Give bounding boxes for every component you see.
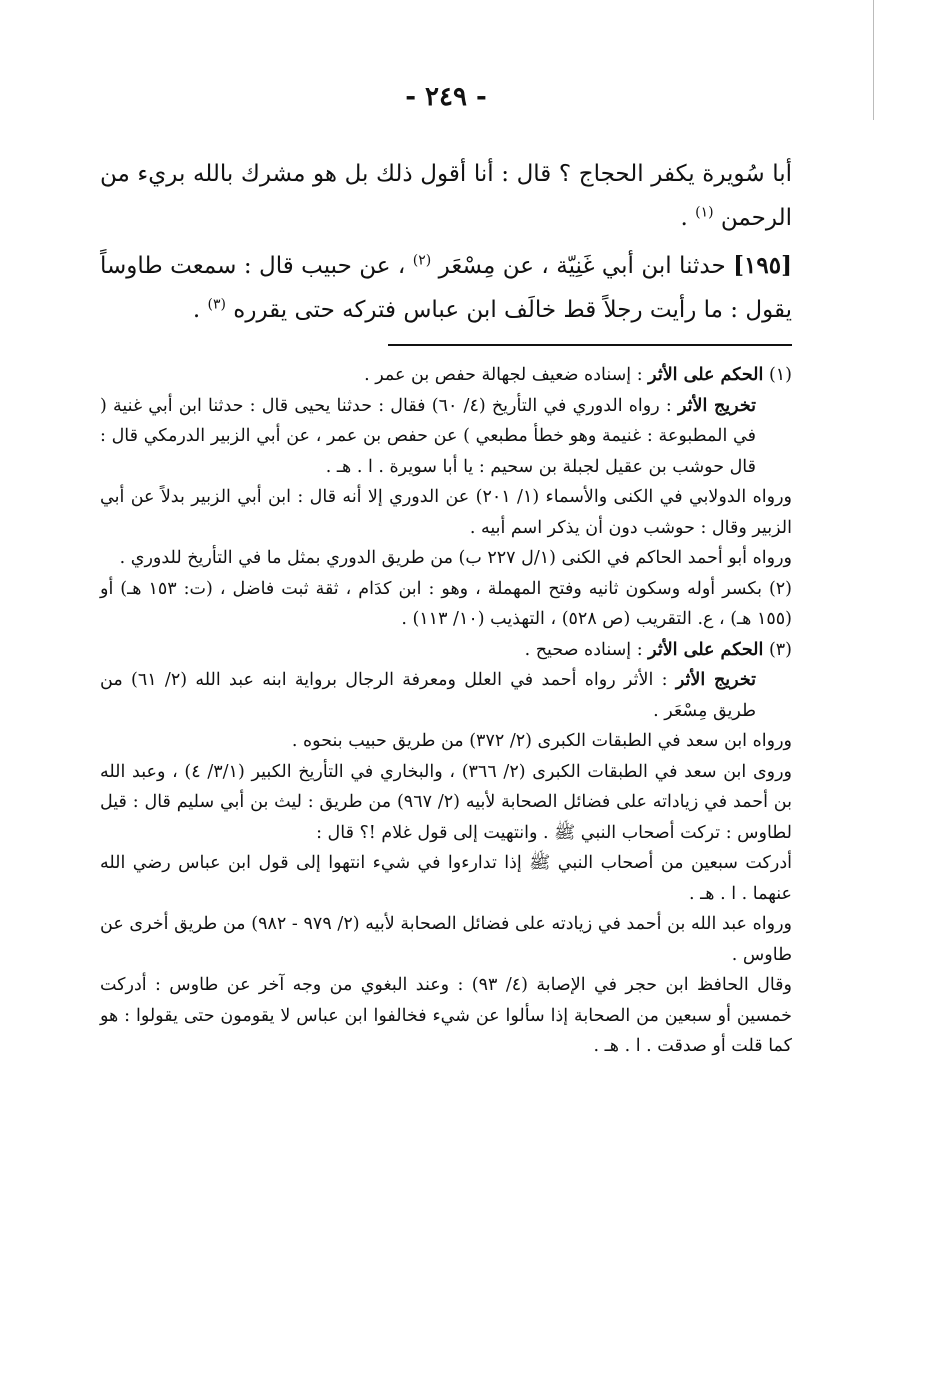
footnote-1-paragraph-2: ورواه الدولابي في الكنى والأسماء (١/ ٢٠١) عن الدوري إلا أنه قال : ابن أبي الزبير بدلاً عن أبي الزبير وقال : حوشب دون أن يذكر اسم أبيه .	[100, 487, 792, 538]
para1-end: .	[680, 205, 696, 231]
footnote-3-paragraph-2: ورواه ابن سعد في الطبقات الكبرى (٢/ ٣٧٢) من طريق حبيب بنحوه .	[291, 731, 792, 751]
footnote-3-takhrij	[100, 665, 792, 726]
footnote-3-paragraph-4: أدركت سبعين من أصحاب النبي ﷺ إذا تدارءوا في شيء انتهوا إلى قول ابن عباس رضي الله عنهما . ا . هـ .	[100, 853, 792, 904]
main-paragraph-2	[100, 244, 792, 332]
para1-text: أبا سُويرة يكفر الحجاج ؟ قال : أنا أقول ذلك بل هو مشرك بالله بريء من الرحمن	[100, 161, 792, 231]
footnote-ref-3: (٣)	[207, 296, 226, 313]
footnote-1-hukm-label: الحكم على الأثر	[648, 365, 764, 385]
footnote-1-number: (١)	[768, 365, 792, 385]
footnote-1-hukm	[100, 360, 792, 391]
footnotes	[100, 360, 792, 1062]
footnote-3-takhrij-text: : الأثر رواه أحمد في العلل ومعرفة الرجال برواية ابنه عبد الله (٢/ ٦١) من طريق مِسْعَر .	[100, 670, 756, 721]
footnote-1-hukm-text: : إسناده ضعيف لجهالة حفص بن عمر .	[364, 365, 649, 385]
footnote-2-text: بكسر أوله وسكون ثانيه وفتح المهملة ، وهو : ابن كدَام ، ثقة ثبت فاضل ، (ت: ١٥٣ هـ) أو (١٥٥ هـ) ، ع. التقريب (ص ٥٢٨) ، التهذيب (١٠/ ١١٣) .	[100, 578, 792, 629]
footnote-ref-2: (٢)	[412, 252, 432, 269]
footnote-3-hukm-text: : إسناده صحيح .	[524, 639, 649, 660]
footnote-2	[100, 574, 792, 635]
footnote-3-paragraph-6: وقال الحافظ ابن حجر في الإصابة (٤/ ٩٣) : وعند البغوي من وجه آخر عن طاوس : أدركت خمسين أو سبعين من الصحابة إذا سألوا عن شيء فخالفوا ابن عباس لا يقومون حتى يقولوا : هو كما قلت أو صدقت . ا . هـ .	[100, 975, 792, 1056]
entry-number: [١٩٥]	[733, 252, 792, 279]
footnote-2-number: (٢)	[768, 578, 792, 599]
page-number: - ٢٤٩ -	[405, 82, 487, 112]
main-paragraph-1	[100, 152, 792, 240]
page-edge-line	[873, 0, 874, 120]
footnote-3-takhrij-label: تخريج الأثر	[675, 670, 756, 690]
footnote-ref-1: (١)	[695, 204, 714, 221]
footnote-3-hukm-label: الحكم على الأثر	[648, 639, 764, 660]
para2-end: .	[192, 297, 208, 323]
main-text	[100, 152, 792, 332]
footnote-1-takhrij	[100, 391, 792, 483]
footnote-3-paragraph-5: ورواه عبد الله بن أحمد في زيادته على فضائل الصحابة لأبيه (٢/ ٩٧٩ - ٩٨٢) من طريق أخرى عن طاوس .	[100, 914, 793, 965]
footnote-3-number: (٣)	[768, 639, 792, 660]
footnote-3-hukm	[100, 635, 792, 666]
para2-text-a: حدثنا ابن أبي غَنِيّة ، عن مِسْعَر	[431, 253, 734, 279]
footnote-separator	[388, 344, 792, 346]
para2-text-b: ، عن حبيب قال : سمعت طاوساً يقول : ما رأيت رجلاً قط خالَف ابن عباس فتركه حتى يقرره	[100, 253, 792, 323]
footnote-1-paragraph-3: ورواه أبو أحمد الحاكم في الكنى (١/ل ٢٢٧ ب) من طريق الدوري بمثل ما في التأريخ للدوري .	[119, 548, 792, 568]
footnote-1-takhrij-label: تخريج الأثر	[677, 395, 757, 416]
footnote-3-paragraph-3: وروى ابن سعد في الطبقات الكبرى (٢/ ٣٦٦) ، والبخاري في التأريخ الكبير (٣/١/ ٤) ، وعبد الله بن أحمد في زياداته على فضائل الصحابة لأبيه (٢/ ٩٦٧) من طريق : ليث بن أبي سليم قال : قيل لطاوس : تركت أصحاب النبي ﷺ . وانتهيت إلى قول غلام !؟ قال :	[100, 761, 792, 843]
footnote-1-takhrij-text: : رواه الدوري في التأريخ (٤/ ٦٠) فقال : حدثنا يحيى قال : حدثنا ابن أبي غنية ( في المطبوعة : غنيمة وهو خطأ مطبعي ) عن حفص بن عمر ، عن أبي الزبير الدرمكي قال : قال حوشب بن عقيل لجبلة بن سحيم : يا أبا سويرة . ا . هـ .	[100, 395, 756, 477]
